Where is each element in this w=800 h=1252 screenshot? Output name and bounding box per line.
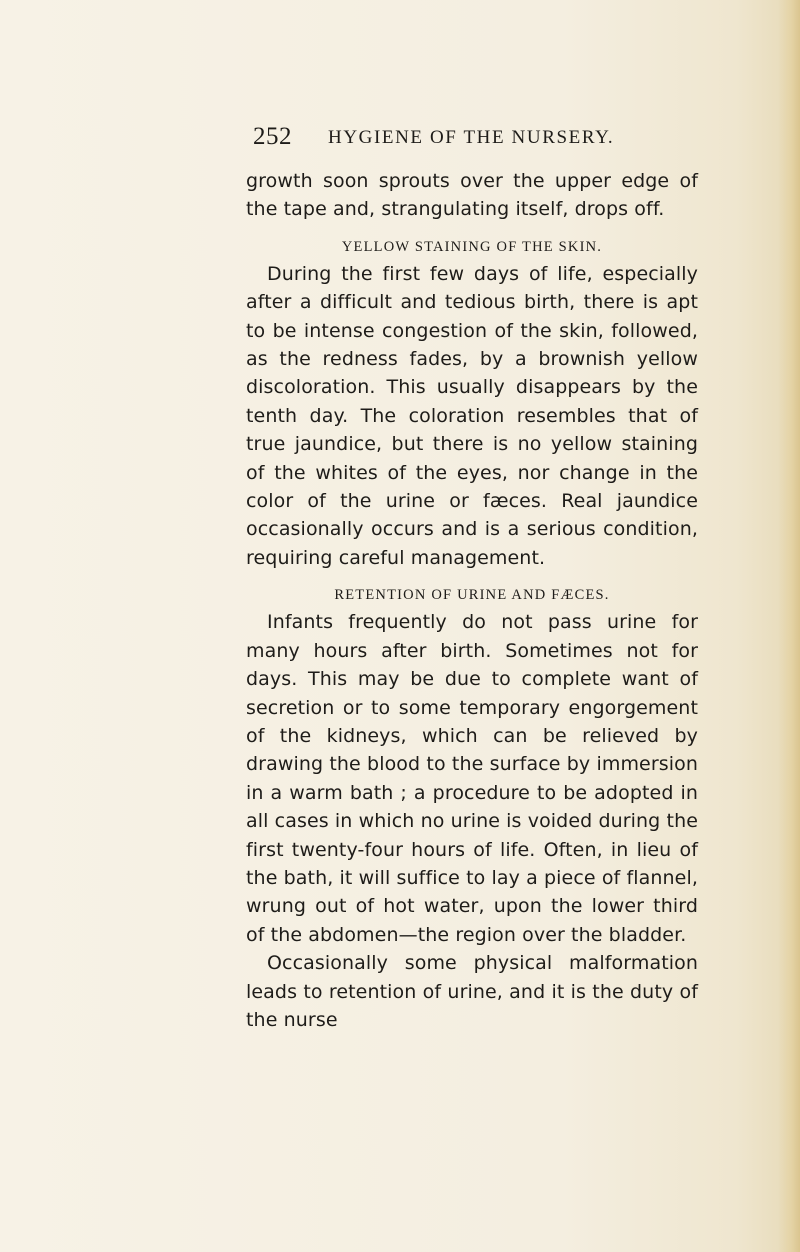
paragraph-malformation: Occasionally some physical malformation leads to retention of urine, and it is the duty of the nurse: [246, 952, 698, 1031]
running-head: HYGIENE OF THE NURSERY.: [328, 127, 615, 148]
page-edge-shading: [778, 0, 800, 1252]
page-header: [253, 122, 753, 152]
page-number: 252: [253, 123, 292, 150]
paragraph-yellow-staining: During the first few days of life, especially after a difficult and tedious birth, there is apt to be intense congestion of the skin, followed, as the redness fades, by a brownish yellow discoloration. This usually disappears by the tenth day. The coloration resembles that of true jaundice, but there is no yellow staining of the whites of the eyes, nor change in the color of the urine or fæces. Real jaundice occasionally occurs and is a serious condition, requiring careful management.: [246, 262, 698, 569]
body-text: [246, 167, 698, 1034]
paragraph-retention: Infants frequently do not pass urine for many hours after birth. Sometimes not for days. This may be due to complete want of secretion or to some temporary engorgement of the kidneys, which can be relieved by drawing the blood to the surface by immersion in a warm bath ; a procedure to be adopted in all cases in which no urine is voided during the first twenty-four hours of life. Often, in lieu of the bath, it will suffice to lay a piece of flannel, wrung out of hot water, upon the lower third of the abdomen—the region over the bladder.: [246, 611, 698, 946]
section-heading-yellow-staining: YELLOW STAINING OF THE SKIN.: [341, 238, 603, 255]
continuation-paragraph: growth soon sprouts over the upper edge of the tape and, strangulating itself, drops off.: [246, 170, 698, 221]
section-heading-retention: RETENTION OF URINE AND FÆCES.: [334, 587, 610, 604]
